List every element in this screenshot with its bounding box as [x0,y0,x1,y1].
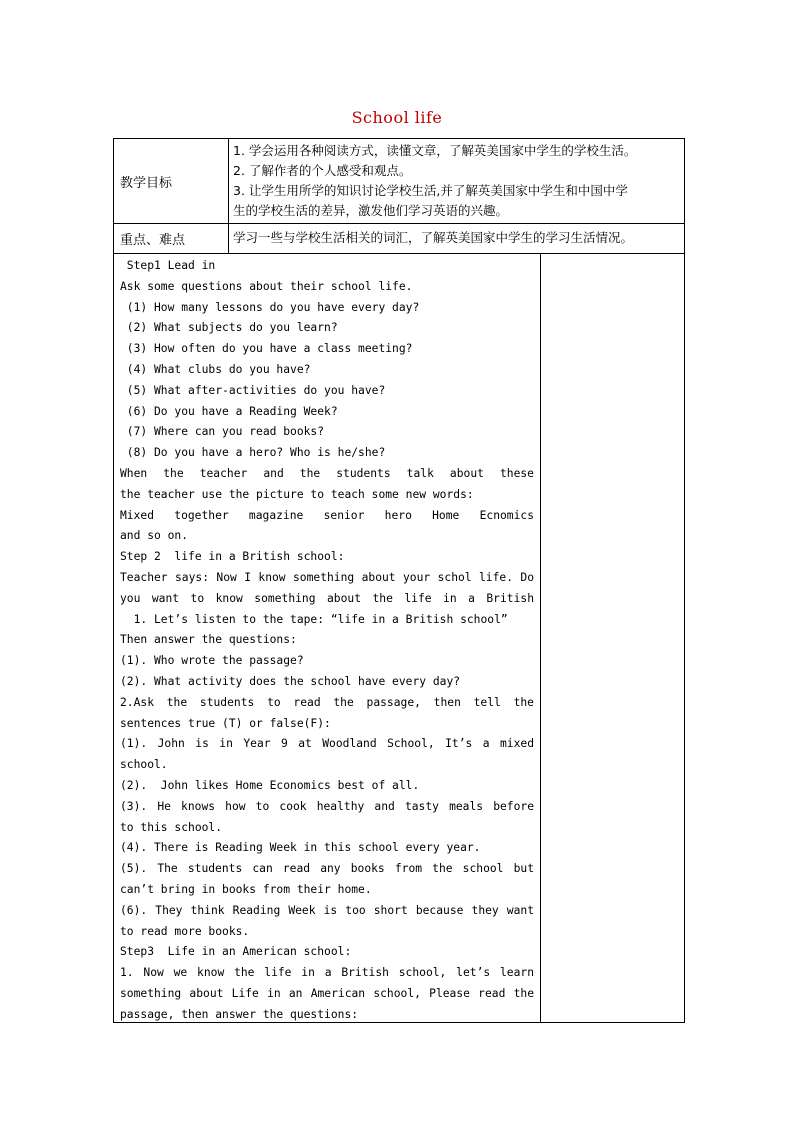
procedure-line: Mixed together magazine senior hero Home Ecnomics [120,508,534,522]
procedure-line: Step3 Life in an American school: [120,945,352,959]
procedure-line: 1. Let’s listen to the tape: “life in a British school” [120,612,508,626]
procedure-line: to read more books. [120,924,250,938]
procedure-line: (1). Who wrote the passage? [120,654,304,668]
procedure-line: (6) Do you have a Reading Week? [120,404,338,418]
procedure-line: (2) What subjects do you learn? [120,321,338,335]
procedure-line: you want to know something about the life in a British [120,591,534,605]
procedure-line: When the teacher and the students talk about these [120,466,534,480]
key-points-content: 学习一些与学校生活相关的词汇，了解英美国家中学生的学习生活情况。 [233,230,634,245]
procedure-line: (1) How many lessons do you have every day? [120,300,420,314]
procedure-line: the teacher use the picture to teach some new words: [120,487,474,501]
procedure-line: (8) Do you have a hero? Who is he/she? [120,446,386,460]
page-title: School life [351,108,443,127]
procedure-line: sentences true (T) or false(F): [120,716,331,730]
procedure-line: passage, then answer the questions: [120,1007,359,1021]
procedure-line: can’t bring in books from their home. [120,882,372,896]
procedure-line: (4). There is Reading Week in this school every year. [120,841,481,855]
procedure-line: school. [120,758,168,772]
objective-item: 1. 学会运用各种阅读方式，读懂文章，了解英美国家中学生的学校生活。 [233,143,637,158]
procedure-line: 1. Now we know the life in a British school, let’s learn [120,966,534,980]
procedure-line: Ask some questions about their school life. [120,279,413,293]
procedure-line: to this school. [120,820,223,834]
procedure-line: Then answer the questions: [120,633,297,647]
procedure-line: (3) How often do you have a class meeting? [120,342,413,356]
lesson-plan-table [113,138,685,1023]
objective-item: 生的学校生活的差异，激发他们学习英语的兴趣。 [233,203,509,218]
objective-item: 2. 了解作者的个人感受和观点。 [233,163,412,178]
procedure-line: 2.Ask the students to read the passage, then tell the [120,695,534,709]
teaching-procedure-cell [114,253,541,1022]
objectives-content [229,139,684,223]
procedure-line: Step1 Lead in [120,259,216,272]
procedure-line: and so on. [120,529,189,543]
key-points-row [114,223,684,254]
procedure-line: (2). What activity does the school have every day? [120,674,461,688]
procedure-line: (6). They think Reading Week is too short because they want [120,903,534,917]
key-points-label: 重点、难点 [114,223,229,253]
objective-item: 3. 让学生用所学的知识讨论学校生活,并了解英美国家中学生和中国中学 [233,183,628,198]
procedure-line: (3). He knows how to cook healthy and tasty meals before [120,799,534,813]
procedure-line: (7) Where can you read books? [120,425,325,439]
procedure-line: (4) What clubs do you have? [120,362,311,376]
procedure-line: Step 2 life in a British school: [120,550,345,564]
procedure-line: something about Life in an American school, Please read the [120,986,534,1000]
objectives-label: 教学目标 [114,139,229,223]
procedure-line: (2). John likes Home Economics best of all. [120,778,420,792]
procedure-line: (5). The students can read any books from the school but [120,862,534,876]
procedure-line: (5) What after-activities do you have? [120,383,386,397]
objectives-row [114,139,684,224]
procedure-line: (1). John is in Year 9 at Woodland School, It’s a mixed [120,737,534,751]
procedure-line: Teacher says: Now I know something about your schol life. Do [120,570,534,584]
